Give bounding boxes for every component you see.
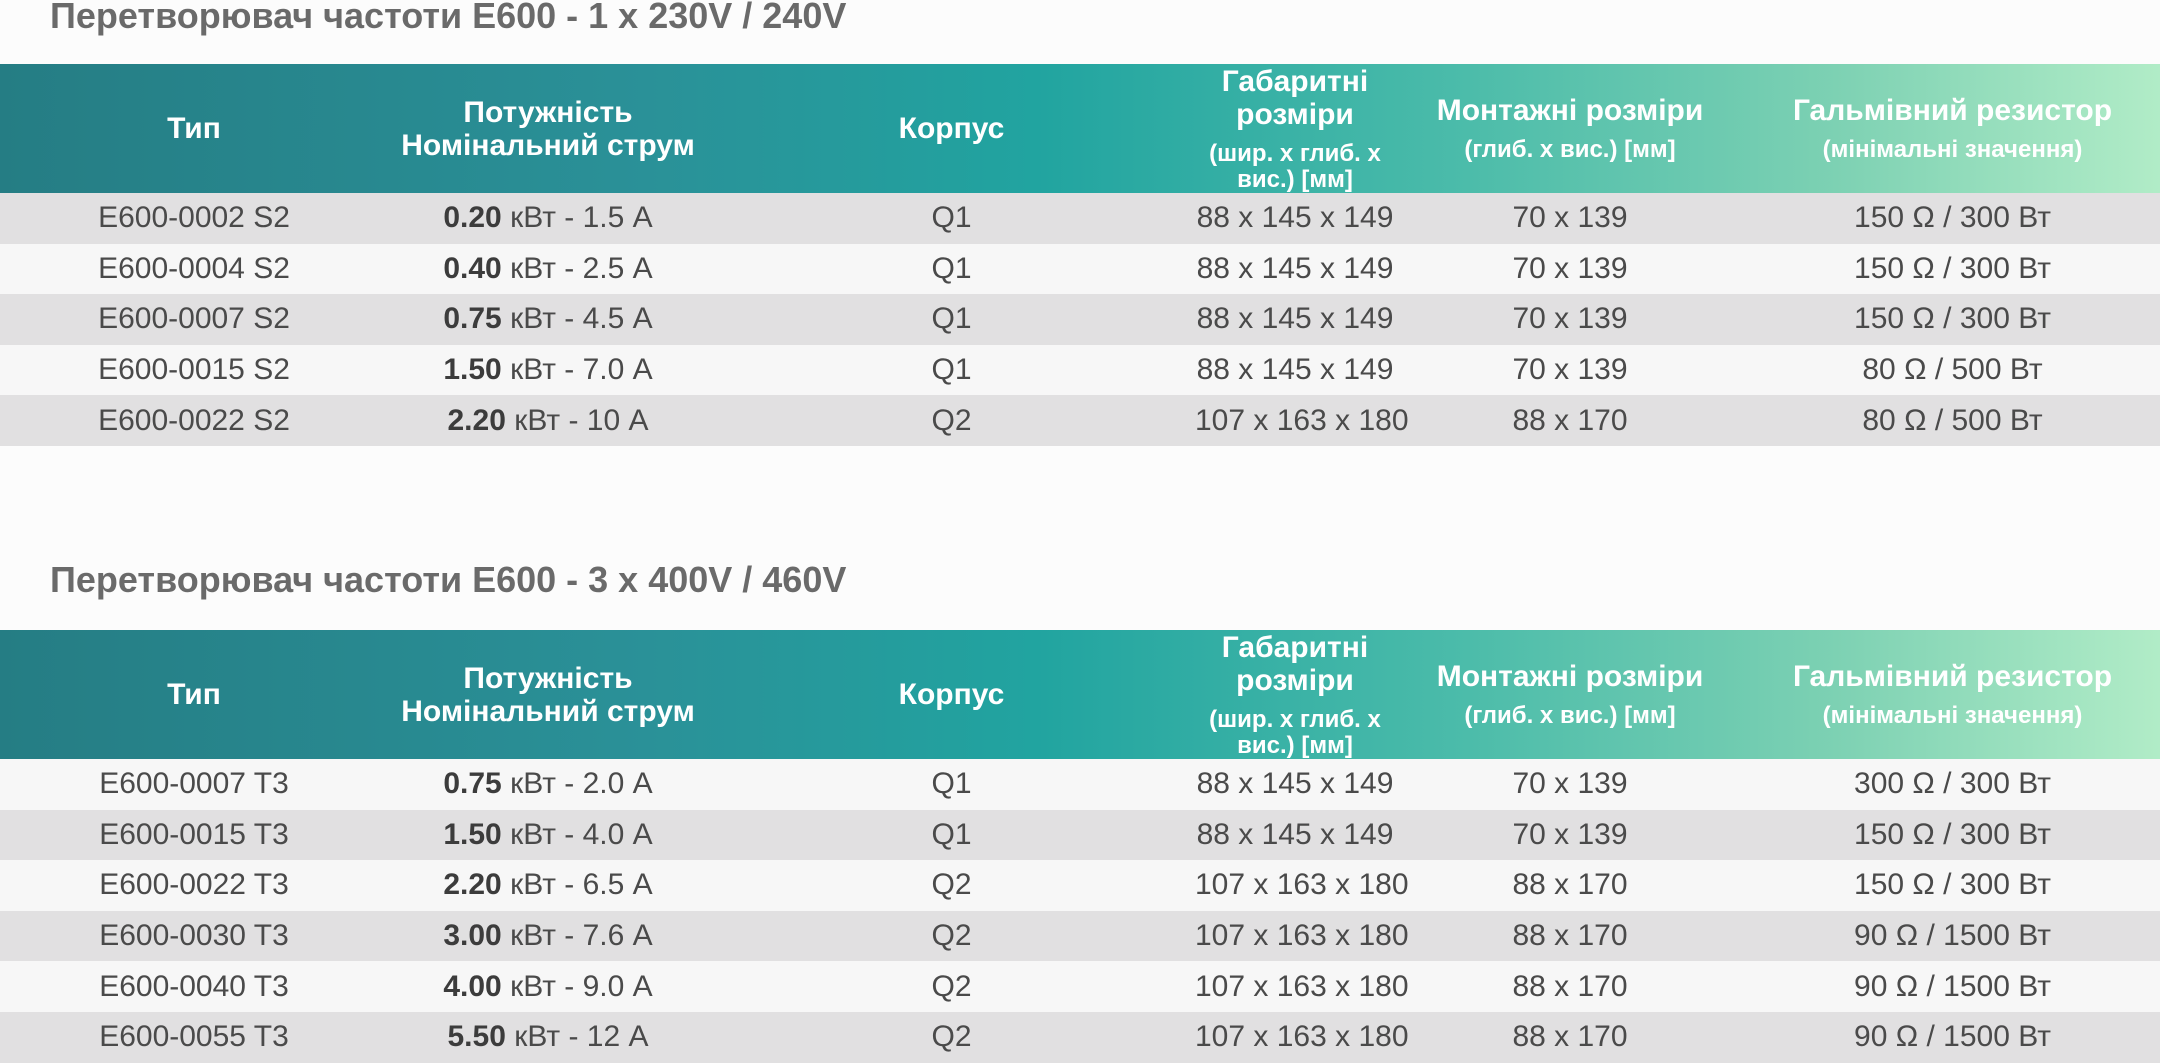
cell-dims: 88 x 145 x 149: [1196, 767, 1394, 801]
table-row: [0, 759, 2160, 810]
table-row: [0, 860, 2160, 911]
cell-mount: 70 x 139: [1512, 767, 1628, 801]
power-value: 1.50: [443, 817, 502, 851]
header-type: Тип: [167, 112, 221, 145]
power-value: 0.75: [443, 302, 502, 336]
cell-power: [388, 1012, 708, 1063]
header-dims: Габаритні розміри (шир. х глиб. х вис.) [мм]: [1209, 630, 1381, 759]
cell-power: [388, 961, 708, 1012]
current-value: кВт - 2.0 A: [510, 767, 653, 801]
cell-case: Q1: [931, 817, 972, 851]
table-header-row: [0, 64, 2160, 193]
power-value: 5.50: [447, 1020, 506, 1054]
table-row: [0, 395, 2160, 446]
cell-type: E600-0002 S2: [98, 201, 290, 235]
header-mount: Монтажні розміри (глиб. х вис.) [мм]: [1436, 660, 1704, 729]
table-body: [0, 193, 2160, 446]
header-case: Корпус: [898, 678, 1005, 711]
header-type: Тип: [167, 678, 221, 711]
power-value: 0.20: [443, 201, 502, 235]
cell-mount: 88 x 170: [1512, 403, 1628, 437]
power-value: 2.20: [443, 868, 502, 902]
cell-mount: 88 x 170: [1512, 919, 1628, 953]
power-value: 4.00: [443, 969, 502, 1003]
current-value: кВт - 9.0 A: [510, 969, 653, 1003]
table-row: [0, 244, 2160, 295]
cell-mount: 70 x 139: [1512, 302, 1628, 336]
table-row: [0, 961, 2160, 1012]
cell-resistor: 300 Ω / 300 Вт: [1854, 767, 2051, 801]
current-value: кВт - 7.6 A: [510, 919, 653, 953]
cell-type: E600-0015 T3: [99, 817, 289, 851]
cell-dims: 88 x 145 x 149: [1196, 201, 1394, 235]
table-row: [0, 1012, 2160, 1063]
power-value: 2.20: [447, 403, 506, 437]
current-value: кВт - 12 A: [514, 1020, 649, 1054]
cell-case: Q2: [931, 919, 972, 953]
cell-type: E600-0015 S2: [98, 353, 290, 387]
section-title-single-phase: Перетворювач частоти E600 - 1 x 230V / 240V: [50, 0, 847, 36]
cell-dims: 107 x 163 x 180: [1195, 868, 1409, 902]
spec-table-three-phase: [0, 630, 2160, 1063]
current-value: кВт - 10 A: [514, 403, 649, 437]
header-resistor: Гальмівний резистор (мінімальні значення): [1792, 94, 2113, 163]
power-value: 1.50: [443, 353, 502, 387]
table-body: [0, 759, 2160, 1063]
cell-case: Q2: [931, 969, 972, 1003]
cell-case: Q1: [931, 302, 972, 336]
cell-resistor: 90 Ω / 1500 Вт: [1854, 919, 2051, 953]
table-header-row: [0, 630, 2160, 759]
header-power: Потужність Номінальний струм: [401, 661, 695, 728]
cell-mount: 88 x 170: [1512, 969, 1628, 1003]
current-value: кВт - 6.5 A: [510, 868, 653, 902]
cell-power: [388, 860, 708, 911]
cell-resistor: 150 Ω / 300 Вт: [1854, 817, 2051, 851]
cell-mount: 70 x 139: [1512, 817, 1628, 851]
cell-power: [388, 294, 708, 345]
table-row: [0, 911, 2160, 962]
cell-resistor: 150 Ω / 300 Вт: [1854, 251, 2051, 285]
cell-dims: 88 x 145 x 149: [1196, 302, 1394, 336]
cell-dims: 88 x 145 x 149: [1196, 251, 1394, 285]
cell-mount: 70 x 139: [1512, 201, 1628, 235]
power-value: 0.75: [443, 767, 502, 801]
cell-type: E600-0030 T3: [99, 919, 289, 953]
header-power: Потужність Номінальний струм: [401, 95, 695, 162]
cell-case: Q2: [931, 403, 972, 437]
header-resistor: Гальмівний резистор (мінімальні значення): [1792, 660, 2113, 729]
cell-case: Q2: [931, 1020, 972, 1054]
table-row: [0, 345, 2160, 396]
power-value: 3.00: [443, 919, 502, 953]
header-mount: Монтажні розміри (глиб. х вис.) [мм]: [1436, 94, 1704, 163]
cell-case: Q2: [931, 868, 972, 902]
cell-resistor: 80 Ω / 500 Вт: [1862, 403, 2043, 437]
cell-type: E600-0022 S2: [98, 403, 290, 437]
cell-power: [388, 395, 708, 446]
current-value: кВт - 4.0 A: [510, 817, 653, 851]
cell-dims: 107 x 163 x 180: [1195, 403, 1409, 437]
cell-type: E600-0040 T3: [99, 969, 289, 1003]
cell-resistor: 150 Ω / 300 Вт: [1854, 868, 2051, 902]
cell-dims: 107 x 163 x 180: [1195, 969, 1409, 1003]
cell-case: Q1: [931, 767, 972, 801]
cell-type: E600-0004 S2: [98, 251, 290, 285]
table-row: [0, 193, 2160, 244]
cell-resistor: 80 Ω / 500 Вт: [1862, 353, 2043, 387]
header-case: Корпус: [898, 112, 1005, 145]
cell-resistor: 90 Ω / 1500 Вт: [1854, 969, 2051, 1003]
cell-resistor: 90 Ω / 1500 Вт: [1854, 1020, 2051, 1054]
cell-type: E600-0022 T3: [99, 868, 289, 902]
cell-power: [388, 759, 708, 810]
current-value: кВт - 2.5 A: [510, 251, 653, 285]
header-dims: Габаритні розміри (шир. х глиб. х вис.) [мм]: [1209, 64, 1381, 193]
cell-mount: 88 x 170: [1512, 1020, 1628, 1054]
cell-dims: 88 x 145 x 149: [1196, 353, 1394, 387]
cell-power: [388, 244, 708, 295]
cell-dims: 107 x 163 x 180: [1195, 1020, 1409, 1054]
table-row: [0, 294, 2160, 345]
cell-power: [388, 911, 708, 962]
cell-mount: 70 x 139: [1512, 251, 1628, 285]
current-value: кВт - 7.0 A: [510, 353, 653, 387]
cell-case: Q1: [931, 201, 972, 235]
cell-mount: 70 x 139: [1512, 353, 1628, 387]
cell-type: E600-0007 T3: [99, 767, 289, 801]
cell-case: Q1: [931, 353, 972, 387]
current-value: кВт - 1.5 A: [510, 201, 653, 235]
cell-resistor: 150 Ω / 300 Вт: [1854, 201, 2051, 235]
section-title-three-phase: Перетворювач частоти E600 - 3 x 400V / 460V: [50, 559, 847, 600]
cell-dims: 107 x 163 x 180: [1195, 919, 1409, 953]
spec-table-single-phase: [0, 64, 2160, 446]
power-value: 0.40: [443, 251, 502, 285]
cell-power: [388, 193, 708, 244]
cell-power: [388, 810, 708, 861]
current-value: кВт - 4.5 A: [510, 302, 653, 336]
cell-mount: 88 x 170: [1512, 868, 1628, 902]
cell-type: E600-0055 T3: [99, 1020, 289, 1054]
table-row: [0, 810, 2160, 861]
cell-resistor: 150 Ω / 300 Вт: [1854, 302, 2051, 336]
cell-case: Q1: [931, 251, 972, 285]
cell-type: E600-0007 S2: [98, 302, 290, 336]
cell-power: [388, 345, 708, 396]
cell-dims: 88 x 145 x 149: [1196, 817, 1394, 851]
